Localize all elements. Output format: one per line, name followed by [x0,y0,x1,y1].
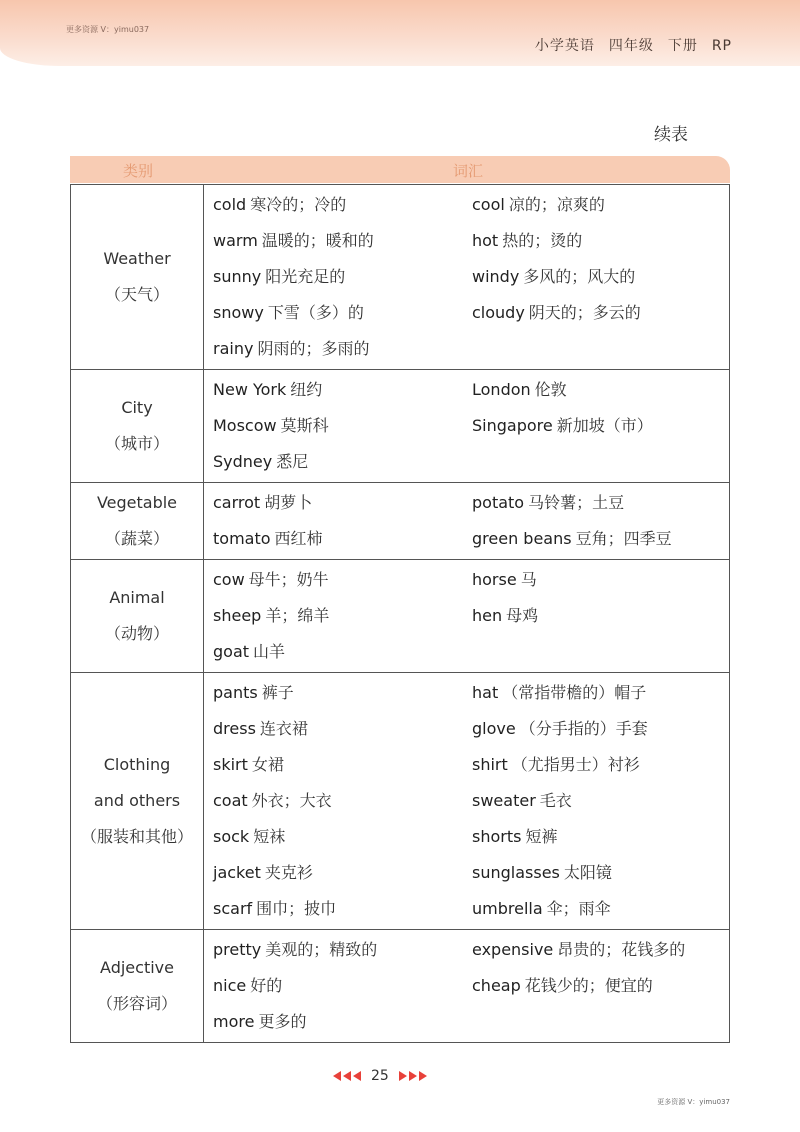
vocab-chinese: （尤指男士）衬衫 [511,755,640,774]
vocab-english: sock [213,827,250,846]
vocab-english: sunny [213,267,262,286]
vocabulary-cell [204,185,729,369]
book-subject: 小学英语 [534,38,595,54]
category-english: Clothing and others [93,755,181,810]
vocab-english: shorts [472,827,522,846]
vocab-chinese: 西红柿 [274,529,323,548]
vocab-english: potato [472,493,525,512]
vocab-english: green beans [472,529,572,548]
category-english: Weather [103,249,171,268]
vocab-chinese: 短裤 [525,827,558,846]
vocab-english: Moscow [213,416,277,435]
vocab-chinese: 昂贵的；花钱多的 [557,940,686,959]
vocab-chinese: 热的；烫的 [502,231,583,250]
continued-label: 续表 [654,125,688,145]
vocab-chinese: 温暖的；暖和的 [261,231,374,250]
vocab-item [472,891,729,927]
category-cell [71,185,204,369]
vocab-item [472,711,729,747]
book-edition: RP [711,38,732,54]
vocab-item [472,747,729,783]
vocab-english: cheap [472,976,521,995]
category-cell [71,930,204,1042]
vocab-english: horse [472,570,517,589]
vocab-item [472,598,729,634]
vocab-chinese: （分手指的）手套 [519,719,648,738]
vocab-english: shirt [472,755,508,774]
vocab-english: hen [472,606,503,625]
vocab-english: more [213,1012,255,1031]
vocab-english: tomato [213,529,271,548]
vocabulary-cell [204,483,729,559]
category-english: Animal [109,588,165,607]
vocab-english: snowy [213,303,264,322]
vocab-english: sunglasses [472,863,560,882]
vocab-english: expensive [472,940,554,959]
vocab-chinese: 下雪（多）的 [267,303,364,322]
vocab-english: sweater [472,791,536,810]
vocab-chinese: 阴雨的；多雨的 [257,339,370,358]
vocab-english: coat [213,791,248,810]
vocab-item [472,819,729,855]
vocabulary-cell [204,930,729,1042]
vocab-chinese: 悉尼 [276,452,309,471]
vocab-chinese: 美观的；精致的 [265,940,378,959]
vocab-chinese: 太阳镜 [563,863,612,882]
previous-arrows-icon [333,1071,361,1081]
book-term: 下册 [667,38,698,54]
vocab-item [213,521,472,557]
vocab-item [472,855,729,891]
vocabulary-cell [204,370,729,482]
vocab-item [213,408,472,444]
vocabulary-cell [204,560,729,672]
vocab-item [213,259,472,295]
vocab-chinese: 短袜 [253,827,286,846]
category-english: City [121,398,153,417]
vocab-item [213,562,472,598]
vocab-chinese: 豆角；四季豆 [575,529,672,548]
vocab-item [213,747,472,783]
vocab-english: skirt [213,755,248,774]
table-row [71,482,729,559]
vocab-english: warm [213,231,258,250]
vocab-english: jacket [213,863,261,882]
vocab-item [472,562,729,598]
vocab-english: sheep [213,606,262,625]
vocab-chinese: 纽约 [290,380,323,399]
vocab-item [213,855,472,891]
vocab-item [472,968,729,1004]
vocab-chinese: 女裙 [251,755,284,774]
vocab-item [213,187,472,223]
table-row [71,369,729,482]
vocab-item [213,1004,472,1040]
vocab-chinese: 毛衣 [539,791,572,810]
vocab-chinese: （常指带檐的）帽子 [502,683,647,702]
vocab-english: goat [213,642,250,661]
vocab-english: scarf [213,899,253,918]
vocab-chinese: 寒冷的；冷的 [250,195,347,214]
vocab-item [472,932,729,968]
vocab-item [472,187,729,223]
vocab-item [472,783,729,819]
vocab-chinese: 莫斯科 [280,416,329,435]
vocab-chinese: 连衣裙 [259,719,308,738]
vocab-item [472,675,729,711]
book-info [521,35,732,55]
vocab-english: Sydney [213,452,273,471]
category-chinese: （动物） [104,624,169,643]
vocab-english: pretty [213,940,262,959]
category-chinese: （城市） [104,434,169,453]
table-row [71,672,729,929]
category-chinese: （蔬菜） [104,529,169,548]
vocab-chinese: 夹克衫 [264,863,313,882]
vocab-chinese: 围巾；披巾 [256,899,337,918]
vocab-item [472,223,729,259]
vocab-english: London [472,380,531,399]
vocab-chinese: 外衣；大衣 [251,791,332,810]
top-banner [0,0,800,66]
category-cell [71,673,204,929]
vocab-english: rainy [213,339,254,358]
vocab-english: umbrella [472,899,543,918]
table-row [71,929,729,1042]
vocab-item [213,485,472,521]
vocab-item [213,783,472,819]
page-nav [333,1068,427,1084]
vocab-item [213,598,472,634]
header-vocabulary: 词汇 [452,162,483,180]
vocab-english: cold [213,195,247,214]
vocab-item [213,295,472,331]
footer-source-text: 更多资源 V：yimu037 [657,1098,730,1106]
vocab-english: pants [213,683,258,702]
vocab-item [213,634,472,670]
vocab-chinese: 山羊 [253,642,286,661]
vocab-english: glove [472,719,516,738]
category-cell [71,370,204,482]
banner-source-text: 更多资源 V：yimu037 [66,25,150,34]
vocab-english: hat [472,683,499,702]
vocab-chinese: 胡萝卜 [264,493,313,512]
vocab-english: nice [213,976,247,995]
vocab-item [213,444,472,480]
vocab-item [213,372,472,408]
vocab-chinese: 好的 [250,976,283,995]
vocab-item [472,259,729,295]
next-arrows-icon [399,1071,427,1081]
vocab-english: New York [213,380,287,399]
table-header [70,156,730,183]
vocab-chinese: 羊；绵羊 [265,606,330,625]
vocabulary-cell [204,673,729,929]
vocab-chinese: 更多的 [258,1012,307,1031]
vocab-item [213,675,472,711]
vocab-item [472,372,729,408]
vocab-chinese: 花钱少的；便宜的 [524,976,653,995]
vocab-item [213,711,472,747]
vocabulary-table [70,184,730,1043]
vocab-chinese: 马铃薯；土豆 [528,493,625,512]
vocab-chinese: 阴天的；多云的 [528,303,641,322]
vocab-english: carrot [213,493,261,512]
vocab-item [213,331,472,367]
vocab-item [213,223,472,259]
category-chinese: （天气） [104,285,169,304]
vocab-item [213,932,472,968]
vocab-chinese: 凉的；凉爽的 [508,195,605,214]
category-cell [71,560,204,672]
vocab-english: cloudy [472,303,525,322]
category-english: Adjective [100,958,174,977]
vocab-chinese: 裤子 [261,683,294,702]
vocab-chinese: 阳光充足的 [265,267,346,286]
vocab-chinese: 马 [520,570,537,589]
vocab-item [472,408,729,444]
vocab-item [213,891,472,927]
vocab-item [213,968,472,1004]
vocab-english: cow [213,570,245,589]
vocab-item [472,521,729,557]
vocab-chinese: 多风的；风大的 [523,267,636,286]
vocab-english: dress [213,719,256,738]
vocab-chinese: 伞；雨伞 [546,899,611,918]
category-chinese: （服装和其他） [80,827,193,846]
vocab-chinese: 新加坡（市） [556,416,653,435]
vocab-item [472,485,729,521]
page-number: 25 [371,1068,389,1084]
category-english: Vegetable [96,493,178,512]
category-cell [71,483,204,559]
vocab-chinese: 母鸡 [506,606,539,625]
header-category: 类别 [122,162,153,180]
category-chinese: （形容词） [96,994,177,1013]
vocab-item [472,295,729,331]
vocab-english: cool [472,195,505,214]
vocab-chinese: 母牛；奶牛 [248,570,329,589]
table-row [71,184,729,369]
vocab-english: windy [472,267,520,286]
vocab-item [213,819,472,855]
vocab-english: hot [472,231,499,250]
table-row [71,559,729,672]
book-grade: 四年级 [608,38,654,54]
vocab-chinese: 伦敦 [534,380,567,399]
vocab-english: Singapore [472,416,553,435]
